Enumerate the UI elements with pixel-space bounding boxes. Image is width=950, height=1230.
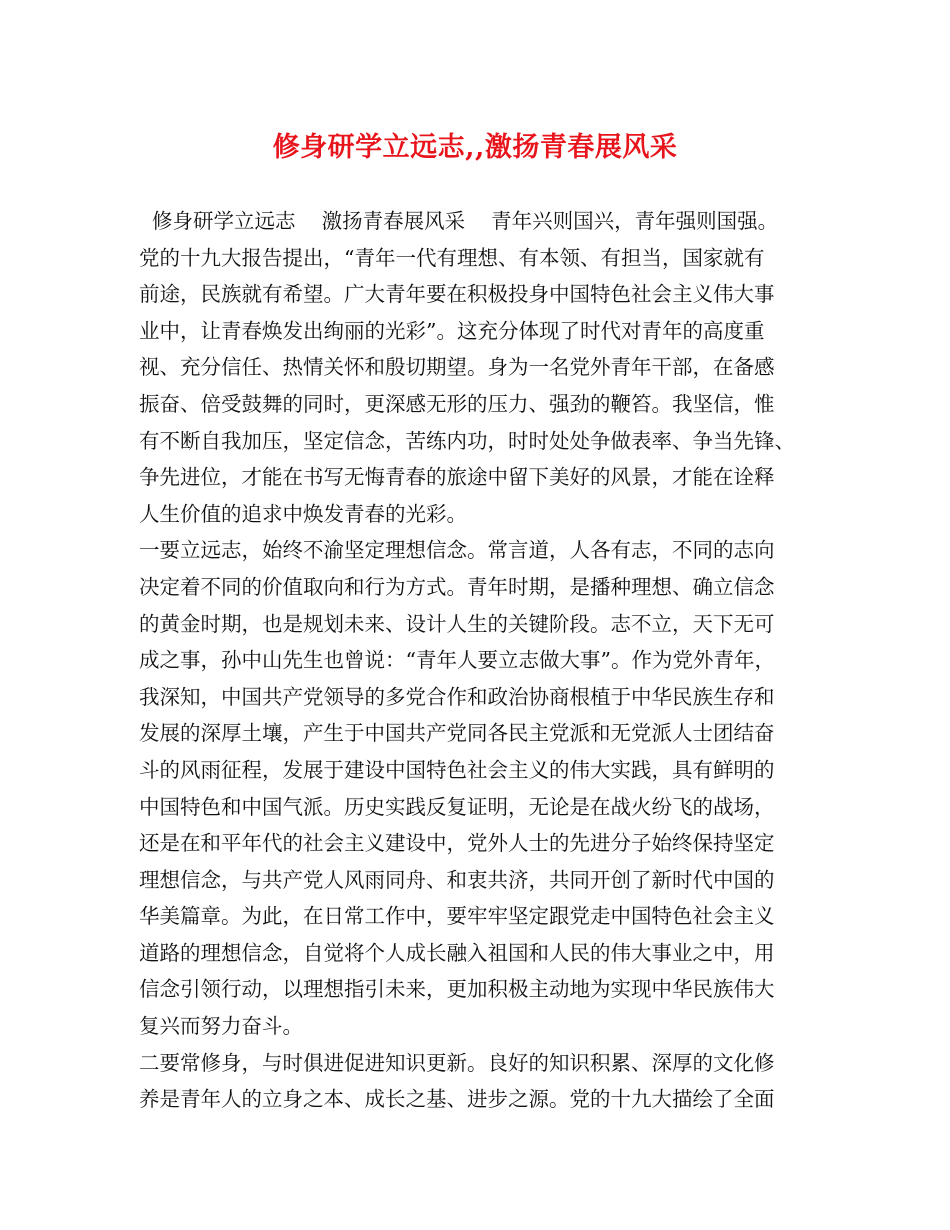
text-line: 有不断自我加压，坚定信念，苦练内功，时时处处争做表率、争当先锋、 [139,428,795,453]
text-line: 华美篇章。为此，在日常工作中，要牢牢坚定跟党走中国特色社会主义 [139,904,775,929]
text-line: 成之事，孙中山先生也曾说：“青年人要立志做大事”。作为党外青年， [139,648,775,673]
text-line: 前途，民族就有希望。广大青年要在积极投身中国特色社会主义伟大事 [139,282,775,307]
text-line: 信念引领行动，以理想指引未来，更加积极主动地为实现中华民族伟大 [139,977,775,1002]
text-line: 养是青年人的立身之本、成长之基、进步之源。党的十九大描绘了全面 [139,1087,775,1112]
document-title: 修身研学立远志,,激扬青春展风采 [272,132,678,163]
text-line: 复兴而努力奋斗。 [139,1014,303,1039]
text-line: 一要立远志，始终不渝坚定理想信念。常言道，人各有志，不同的志向 [139,538,775,563]
text-line: 人生价值的追求中焕发青春的光彩。 [139,501,467,526]
text-line: 决定着不同的价值取向和行为方式。青年时期，是播种理想、确立信念 [139,574,775,599]
text-line: 斗的风雨征程，发展于建设中国特色社会主义的伟大实践，具有鲜明的 [139,757,775,782]
document-body [139,203,829,1118]
text-line: 发展的深厚土壤，产生于中国共产党同各民主党派和无党派人士团结奋 [139,721,775,746]
text-line: 我深知，中国共产党领导的多党合作和政治协商根植于中华民族生存和 [139,684,775,709]
text-line: 二要常修身，与时俱进促进知识更新。良好的知识积累、深厚的文化修 [139,1050,775,1075]
text-line: 修身研学立远志 激扬青春展风采 青年兴则国兴，青年强则国强。 [139,209,779,233]
text-line: 理想信念，与共产党人风雨同舟、和衷共济，共同开创了新时代中国的 [139,867,775,892]
text-line: 视、充分信任、热情关怀和殷切期望。身为一名党外青年干部，在备感 [139,355,775,380]
text-line: 还是在和平年代的社会主义建设中，党外人士的先进分子始终保持坚定 [139,831,775,856]
text-line: 党的十九大报告提出，“青年一代有理想、有本领、有担当，国家就有 [139,245,765,270]
text-line: 争先进位，才能在书写无悔青春的旅途中留下美好的风景，才能在诠释 [139,465,775,490]
text-line: 振奋、倍受鼓舞的同时，更深感无形的压力、强劲的鞭笞。我坚信，惟 [139,391,775,416]
text-line: 道路的理想信念，自觉将个人成长融入祖国和人民的伟大事业之中，用 [139,940,775,965]
text-line: 业中，让青春焕发出绚丽的光彩”。这充分体现了时代对青年的高度重 [139,318,765,343]
text-line: 的黄金时期，也是规划未来、设计人生的关键阶段。志不立，天下无可 [139,611,775,636]
text-line: 中国特色和中国气派。历史实践反复证明，无论是在战火纷飞的战场， [139,794,775,819]
